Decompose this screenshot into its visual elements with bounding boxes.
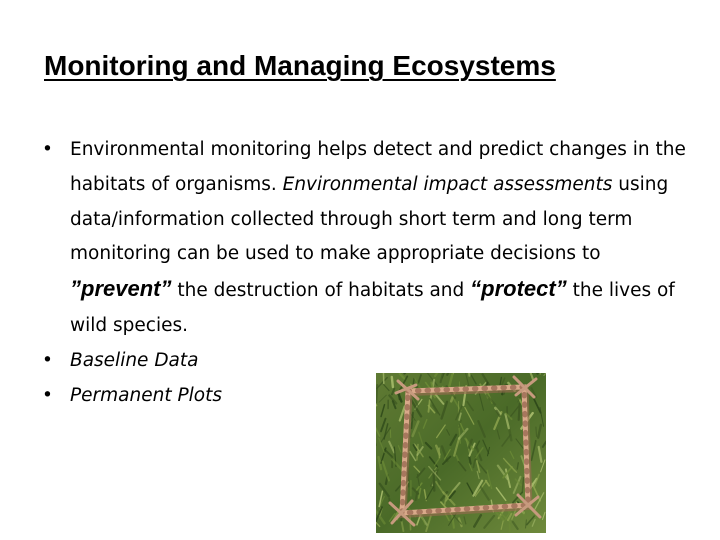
- bullet-marker: •: [42, 139, 53, 160]
- emphasis-protect: “protect”: [470, 276, 567, 302]
- quadrat-photo: [376, 373, 546, 533]
- grass-blade: [536, 427, 537, 436]
- bullet-text-italic: Environmental impact assessments: [282, 173, 613, 195]
- grass-blade: [392, 377, 393, 387]
- bullet-item-plots: [42, 379, 692, 414]
- quadrat-image: [376, 373, 546, 533]
- bullet-text: Environmental monitoring helps detect and predict changes in the habitats of organisms.: [70, 139, 686, 195]
- bullet-text: Baseline Data: [70, 349, 199, 371]
- grass-blade: [469, 456, 470, 464]
- emphasis-prevent: ”prevent”: [70, 276, 172, 302]
- grass-blade: [376, 385, 377, 402]
- bullet-text: the lives of wild species.: [70, 280, 675, 336]
- bullet-list: [42, 133, 692, 413]
- bullet-text: Permanent Plots: [70, 384, 222, 406]
- slide-title: Monitoring and Managing Ecosystems: [44, 50, 556, 81]
- bullet-text: the destruction of habitats and: [171, 280, 471, 302]
- bullet-marker: •: [42, 349, 53, 371]
- grass-blade: [519, 404, 520, 420]
- bullet-item-baseline: [42, 344, 692, 379]
- bullet-item-monitoring: [42, 133, 692, 344]
- bullet-text: using data/information collected through short term and long term monitoring can be used to make appropriate decisions to: [70, 173, 669, 265]
- bullet-marker: •: [42, 384, 53, 406]
- grass-blade: [383, 373, 384, 384]
